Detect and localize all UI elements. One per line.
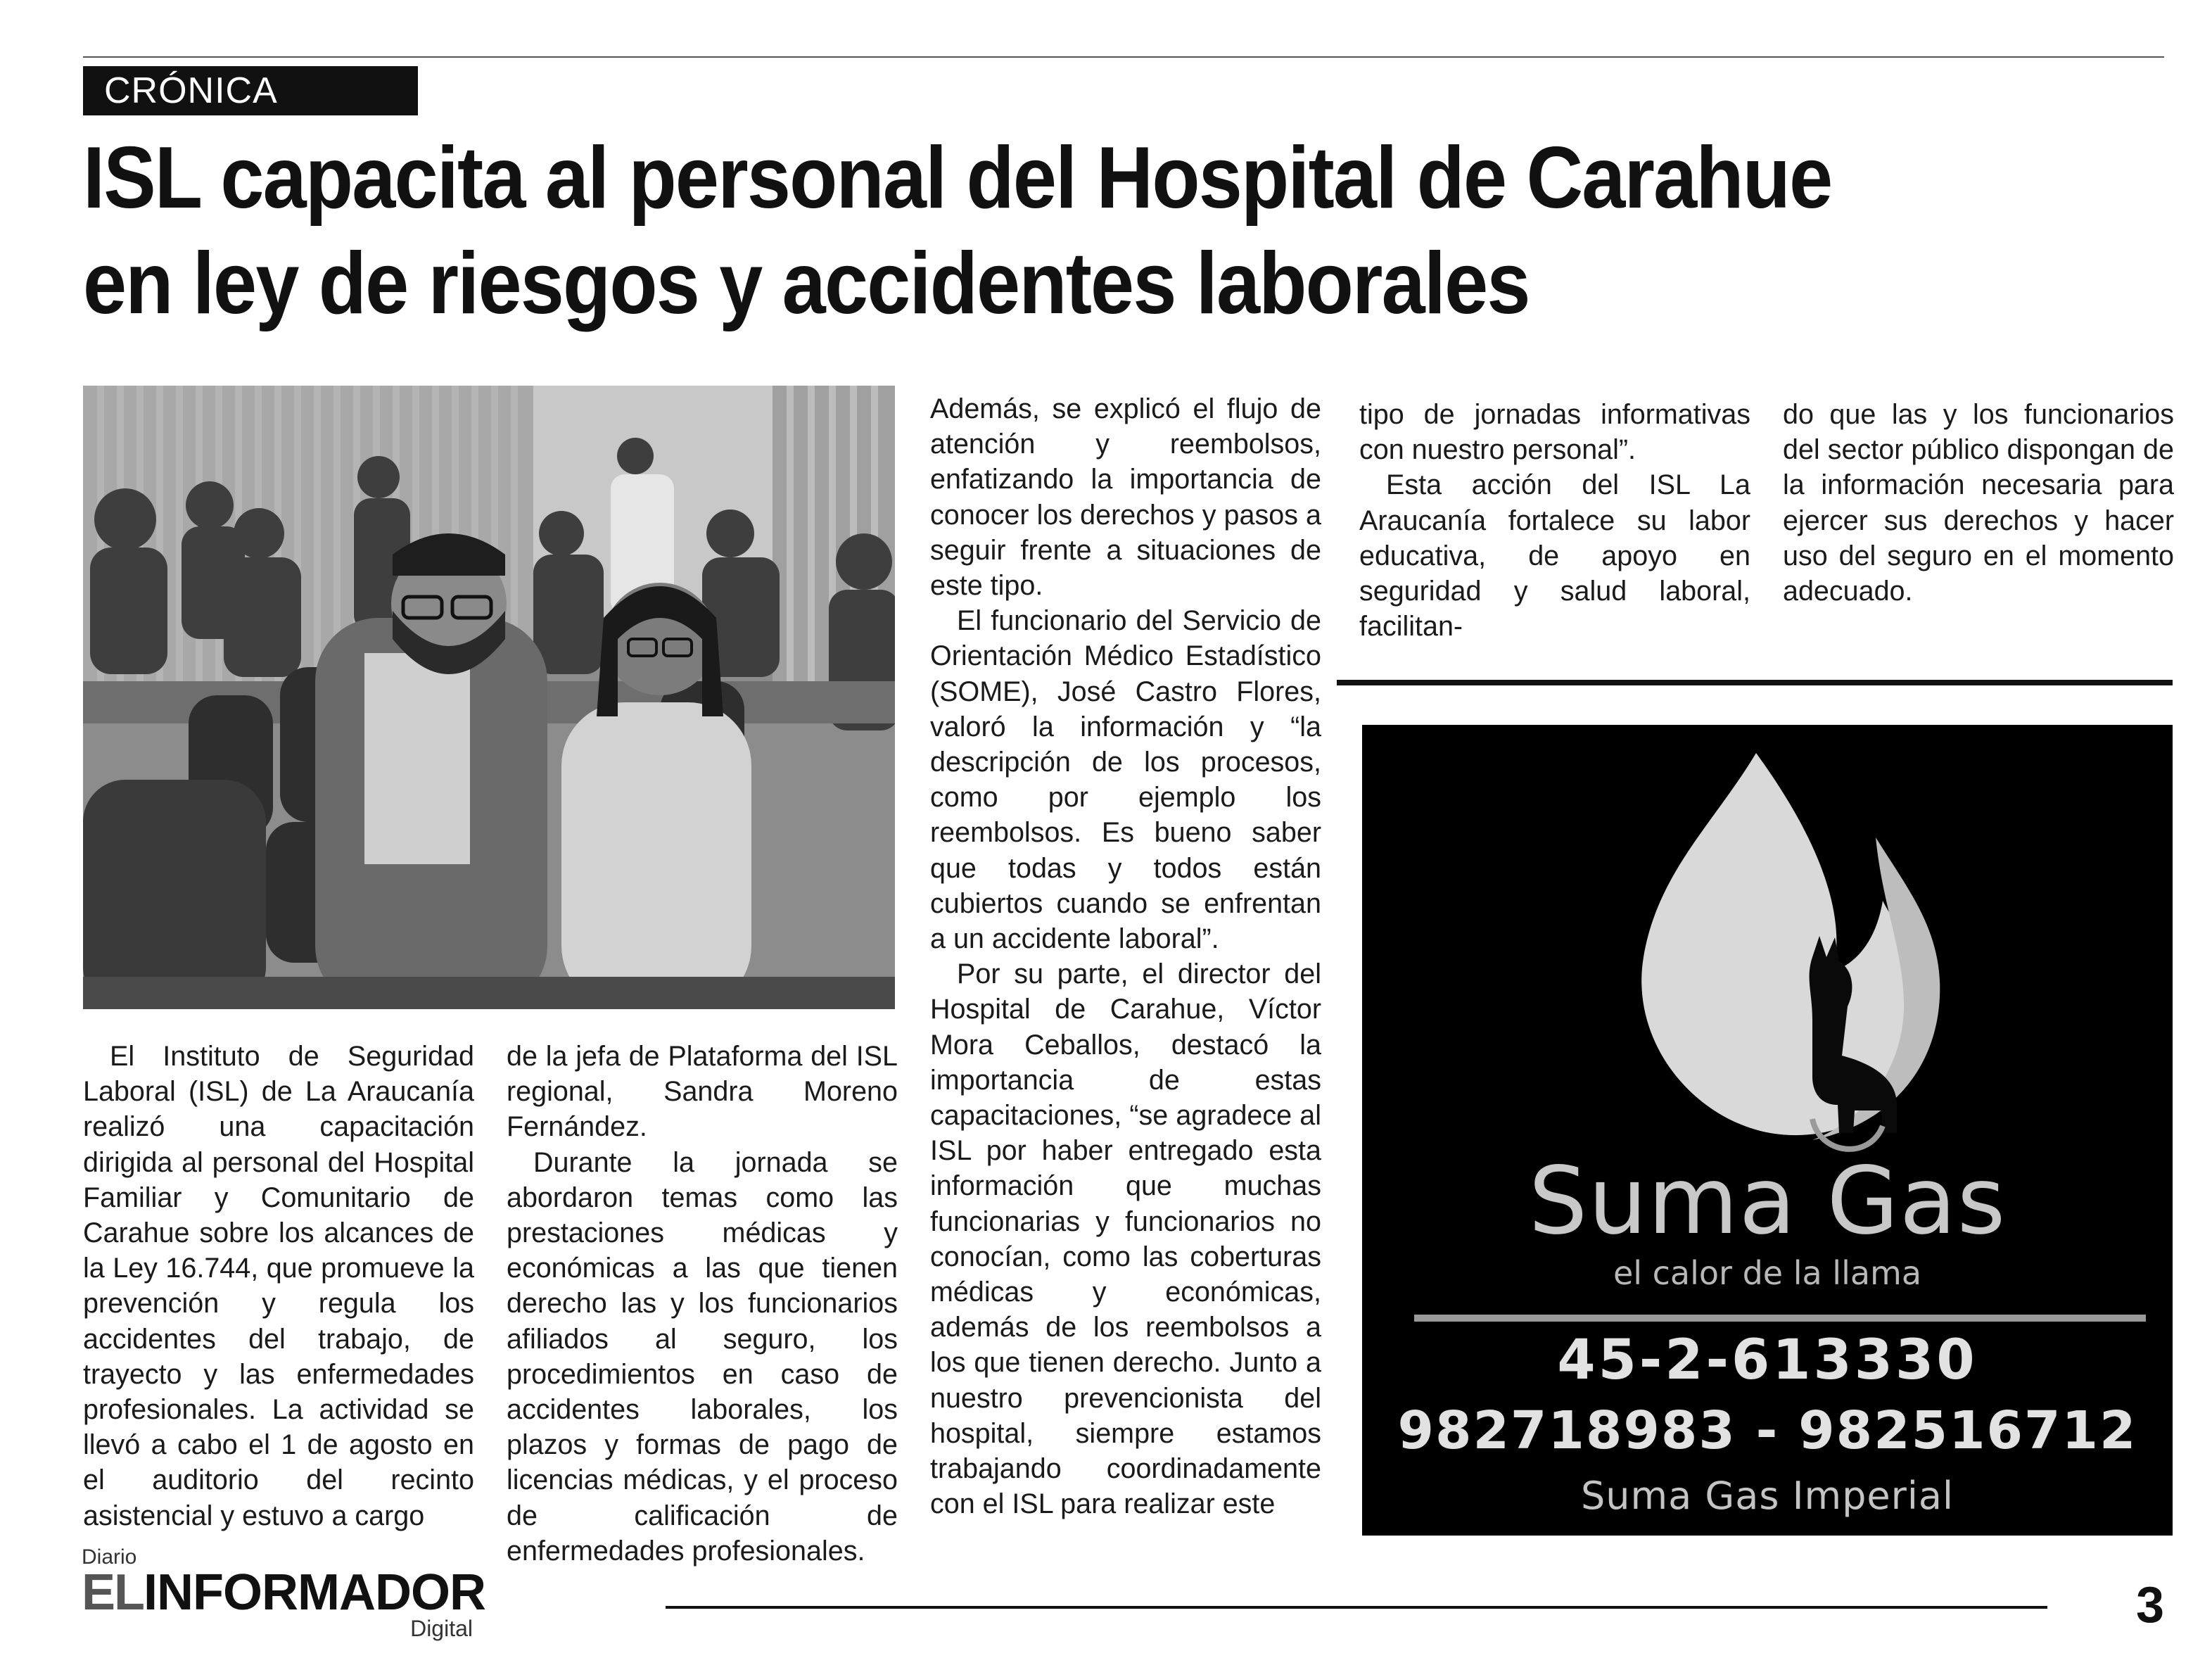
ad-phone-landline: 45-2-613330 bbox=[1557, 1329, 1978, 1392]
footer-rule bbox=[666, 1606, 2047, 1609]
newspaper-logo bbox=[82, 1545, 485, 1644]
headline-line-2: en ley de riesgos y accidentes laborales bbox=[83, 235, 1530, 332]
article-paragraph: de la jefa de Plataforma del ISL regional, Sandra Moreno Fernández. bbox=[507, 1041, 898, 1143]
ad-divider bbox=[1414, 1315, 2146, 1322]
article-paragraph: Esta acción del ISL La Araucanía fortalece su labor educativa, de apoyo en seguridad y salud laboral, facilitan- bbox=[1359, 469, 1750, 643]
article-paragraph: Además, se explicó el flujo de atención y reembolsos, enfatizando la importancia de conocer los derechos y pasos a seguir frente a situaciones de este tipo. bbox=[930, 393, 1321, 602]
article-paragraph: Por su parte, el director del Hospital de Carahue, Víctor Mora Ceballos, destacó la importancia de estas capacitaciones, “se agradece al ISL por haber entregado esta información que muchas funcionarias y funcionarios no conocían, como las coberturas médicas y económicas, además de los reembolsos a los que tienen derecho. Junto a nuestro prevencionista del hospital, siempre estamos trabajando coordinadamente con el ISL para realizar este bbox=[930, 958, 1321, 1520]
article-paragraph: tipo de jornadas informativas con nuestro personal”. bbox=[1359, 399, 1750, 466]
article-column-2 bbox=[507, 1039, 898, 1569]
auditorium-photo-illustration bbox=[83, 386, 895, 1009]
logo-informador: INFORMADOR bbox=[144, 1564, 485, 1621]
section-tag: CRÓNICA bbox=[83, 66, 418, 115]
ad-tagline: el calor de la llama bbox=[1613, 1254, 1922, 1292]
logo-el: EL bbox=[82, 1564, 144, 1621]
article-column-3 bbox=[930, 391, 1321, 1522]
article-paragraph: do que las y los funcionarios del sector público dispongan de la información necesaria para ejercer sus derechos y hacer uso del seguro en el momento adecuado. bbox=[1783, 399, 2174, 607]
article-paragraph: El Instituto de Seguridad Laboral (ISL) de La Araucanía realizó una capacitación dirigida al personal del Hospital Familiar y Comunitario de Carahue sobre los alcances de la Ley 16.744, que promueve la prevención y regula los accidentes del trabajo, de trayecto y las enfermedades profesionales. La actividad se llevó a cabo el 1 de agosto en el auditorio del recinto asistencial y estuvo a cargo bbox=[83, 1041, 474, 1531]
advertisement bbox=[1362, 725, 2173, 1536]
article-photo bbox=[83, 386, 895, 1009]
headline bbox=[83, 125, 1832, 336]
logo-digital: Digital bbox=[410, 1616, 473, 1641]
page-number: 3 bbox=[2136, 1577, 2165, 1633]
logo-diario: Diario bbox=[82, 1545, 137, 1569]
ad-location: Suma Gas Imperial bbox=[1581, 1474, 1954, 1518]
flame-llama-icon bbox=[1362, 725, 2173, 1161]
article-paragraph: Durante la jornada se abordaron temas como las prestaciones médicas y económicas a las que tienen derecho las y los funcionarios afiliados al seguro, los procedimientos en caso de accidentes laborales, los plazos y formas de pago de licencias médicas, y el proceso de calificación de enfermedades profesionales. bbox=[507, 1146, 898, 1567]
ad-phone-mobile: 982718983 - 982516712 bbox=[1397, 1400, 2137, 1461]
headline-line-1: ISL capacita al personal del Hospital de Carahue bbox=[83, 129, 1832, 227]
article-column-4 bbox=[1359, 397, 1750, 644]
top-rule bbox=[83, 56, 2164, 58]
article-paragraph: El funcionario del Servicio de Orientación Médico Estadístico (SOME), José Castro Flores, valoró la información y “la descripción de los procesos, como por ejemplo los reembolsos. Es bueno saber que todas y todos están cubiertos cuando se enfrentan a un accidente laboral”. bbox=[930, 605, 1321, 955]
ad-separator-rule bbox=[1337, 680, 2173, 685]
ad-brand: Suma Gas bbox=[1528, 1147, 2007, 1255]
article-column-5 bbox=[1783, 397, 2174, 609]
article-column-1 bbox=[83, 1039, 474, 1533]
